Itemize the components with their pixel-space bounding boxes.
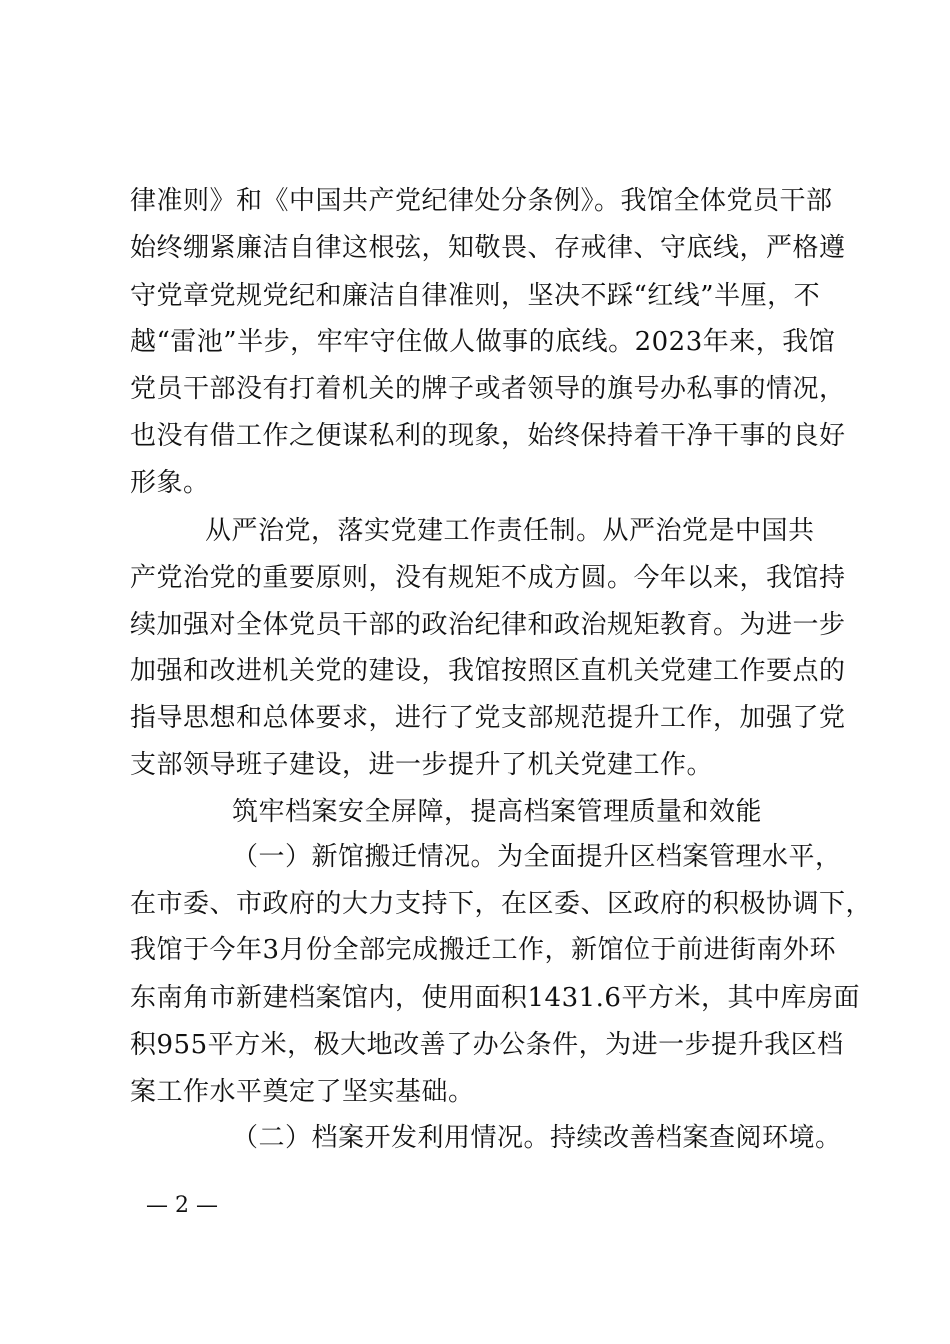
paragraph-2-line-1: 从严治党，落实党建工作责任制。从严治党是中国共 — [205, 516, 815, 546]
paragraph-1-line-6: 也没有借工作之便谋私利的现象，始终保持着干净干事的良好 — [130, 421, 846, 451]
paragraph-1-line-3: 守党章党规党纪和廉洁自律准则，坚决不踩“红线”半厘，不 — [130, 281, 821, 311]
paragraph-2-line-2: 产党治党的重要原则，没有规矩不成方圆。今年以来，我馆持 — [130, 563, 846, 593]
paragraph-1-line-2: 始终绷紧廉洁自律这根弦，知敬畏、存戒律、守底线，严格遵 — [130, 233, 846, 263]
paragraph-2-line-3: 续加强对全体党员干部的政治纪律和政治规矩教育。为进一步 — [130, 610, 846, 640]
section-heading: 筑牢档案安全屏障，提高档案管理质量和效能 — [232, 797, 763, 827]
paragraph-2-line-4: 加强和改进机关党的建设，我馆按照区直机关党建工作要点的 — [130, 656, 846, 686]
paragraph-3-line-1: （一）新馆搬迁情况。为全面提升区档案管理水平， — [232, 842, 842, 872]
paragraph-3-line-5: 积955平方米，极大地改善了办公条件，为进一步提升我区档 — [130, 1030, 844, 1060]
paragraph-1-line-4: 越“雷池”半步，牢牢守住做人做事的底线。2023年来，我馆 — [130, 327, 836, 357]
paragraph-2-line-6: 支部领导班子建设，进一步提升了机关党建工作。 — [130, 750, 714, 780]
paragraph-3-line-4: 东南角市新建档案馆内，使用面积1431.6平方米，其中库房面 — [130, 983, 860, 1013]
paragraph-4-line-1: （二）档案开发利用情况。持续改善档案查阅环境。 — [232, 1123, 842, 1153]
paragraph-3-line-2: 在市委、市政府的大力支持下，在区委、区政府的积极协调下， — [130, 889, 873, 919]
paragraph-1-line-1: 律准则》和《中国共产党纪律处分条例》。我馆全体党员干部 — [130, 186, 833, 216]
paragraph-1-line-7: 形象。 — [130, 468, 210, 498]
page-number: — 2 — — [146, 1193, 218, 1218]
paragraph-3-line-3: 我馆于今年3月份全部完成搬迁工作，新馆位于前进街南外环 — [130, 935, 837, 965]
paragraph-2-line-5: 指导思想和总体要求，进行了党支部规范提升工作，加强了党 — [130, 703, 846, 733]
paragraph-3-line-6: 案工作水平奠定了坚实基础。 — [130, 1077, 475, 1107]
paragraph-1-line-5: 党员干部没有打着机关的牌子或者领导的旗号办私事的情况， — [130, 374, 846, 404]
